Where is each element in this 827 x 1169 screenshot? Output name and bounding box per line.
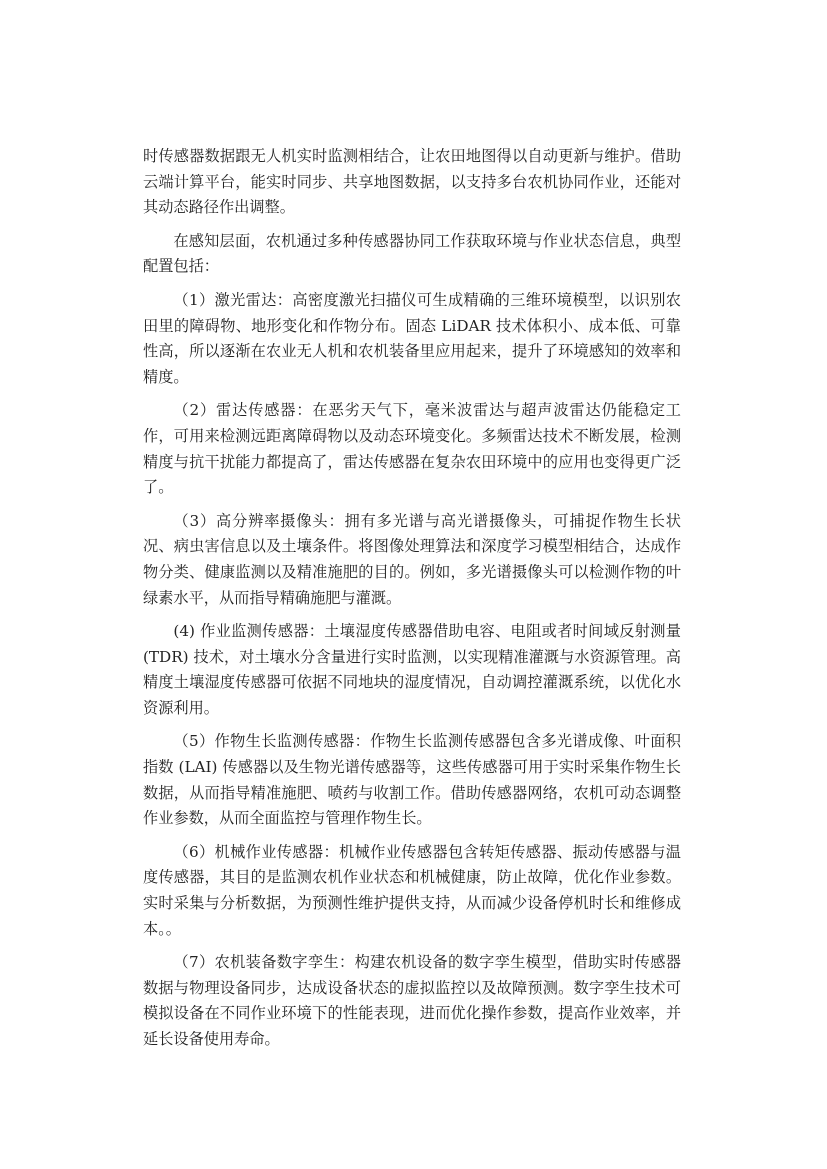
paragraph-item-2: （2）雷达传感器：在恶劣天气下，毫米波雷达与超声波雷达仍能稳定工作，可用来检测远距离障碍物以及动态环境变化。多频雷达技术不断发展，检测精度与抗干扰能力都提高了，雷达传感器在复杂农田环境中的应用也变得更广泛了。	[143, 401, 681, 497]
paragraph-item-6: （6）机械作业传感器：机械作业传感器包含转矩传感器、振动传感器与温度传感器，其目的是监测农机作业状态和机械健康，防止故障，优化作业参数。实时采集与分析数据，为预测性维护提供支持，从而减少设备停机时长和维修成本。。	[143, 842, 681, 938]
paragraph-item-7: （7）农机装备数字孪生：构建农机设备的数字孪生模型，借助实时传感器数据与物理设备同步，达成设备状态的虚拟监控以及故障预测。数字孪生技术可模拟设备在不同作业环境下的性能表现，进而优化操作参数，提高作业效率，并延长设备使用寿命。	[143, 953, 681, 1048]
paragraph-continued: 时传感器数据跟无人机实时监测相结合，让农田地图得以自动更新与维护。借助云端计算平台，能实时同步、共享地图数据，以支持多台农机协同作业，还能对其动态路径作出调整。	[143, 147, 681, 217]
paragraph-item-4: (4) 作业监测传感器：土壤湿度传感器借助电容、电阻或者时间域反射测量 (TDR) 技术，对土壤水分含量进行实时监测，以实现精准灌溉与水资源管理。高精度土壤湿度传感器可依据不同地块的湿度情况，自动调控灌溉系统，以优化水资源利用。	[143, 622, 681, 717]
paragraph-intro: 在感知层面，农机通过多种传感器协同工作获取环境与作业状态信息，典型配置包括：	[143, 231, 681, 276]
paragraph-item-3: （3）高分辨率摄像头：拥有多光谱与高光谱摄像头，可捕捉作物生长状况、病虫害信息以及土壤条件。将图像处理算法和深度学习模型相结合，达成作物分类、健康监测以及精准施肥的目的。例如，多光谱摄像头可以检测作物的叶绿素水平，从而指导精确施肥与灌溉。	[143, 511, 681, 607]
paragraph-item-5: （5）作物生长监测传感器：作物生长监测传感器包含多光谱成像、叶面积指数 (LAI) 传感器以及生物光谱传感器等，这些传感器可用于实时采集作物生长数据，从而指导精准施肥、喷药与收割工作。借助传感器网络，农机可动态调整作业参数，从而全面监控与管理作物生长。	[143, 732, 681, 828]
paragraph-item-1: （1）激光雷达：高密度激光扫描仪可生成精确的三维环境模型，以识别农田里的障碍物、地形变化和作物分布。固态 LiDAR 技术体积小、成本低、可靠性高，所以逐渐在农业无人机和农机装备里应用起来，提升了环境感知的效率和精度。	[143, 290, 681, 386]
document-body	[143, 144, 681, 1061]
